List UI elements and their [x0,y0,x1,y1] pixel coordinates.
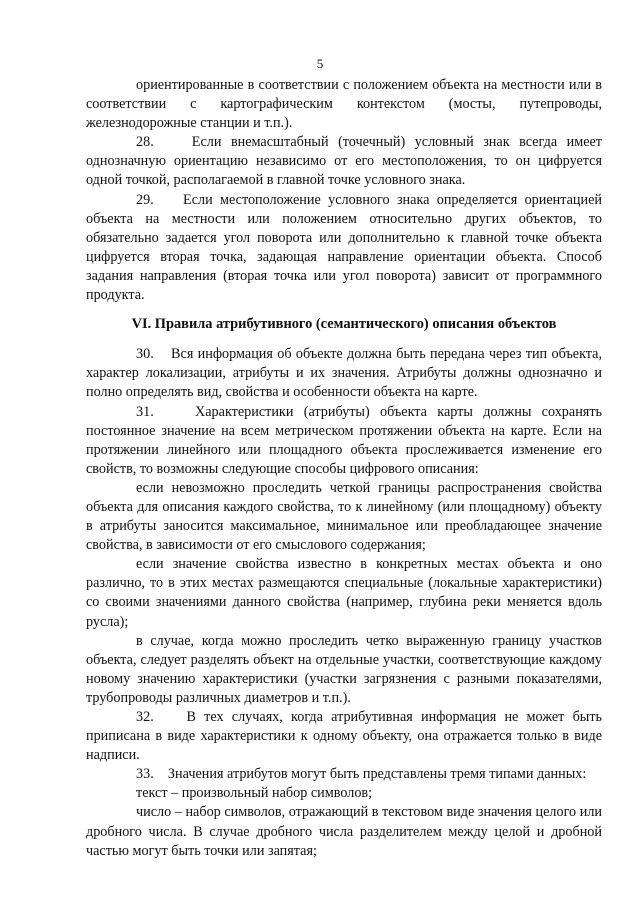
section-heading [86,315,602,334]
paragraph-29: 29. Если местоположение условного знака определяется ориентацией объекта на местности или положением относительно других объектов, то обязательно задается угол поворота или дополнительно к главной точке объекта цифруется вторая точка, задающая направление ориентации объекта. Способ задания направления (вторая точка или угол поворота) зависит от программного продукта. [86,191,602,304]
paragraph-31-option-b: если значение свойства известно в конкретных местах объекта и оно различно, то в этих местах размещаются специальные (локальные характеристики) со своими значениями данного свойства (например, глубина реки меняется вдоль русла); [86,556,602,630]
paragraph-30: 30. Вся информация об объекте должна быть передана через тип объекта, характер локализации, атрибуты и их значения. Атрибуты должны однозначно и полно определять вид, свойства и особенности объекта на карте. [86,346,602,401]
paragraph-31-option-a: если невозможно проследить четкой границы распространения свойства объекта для описания каждого свойства, то к линейному (или площадному) объекту в атрибуты заносится максимальное, минимальное или преобладающее значение свойства, в зависимости от его смыслового содержания; [86,479,602,554]
section-title: Правила атрибутивного (семантического) описания объектов [154,316,557,333]
paragraph-32: 32. В тех случаях, когда атрибутивная информация не может быть приписана в виде характеристики к одному объекту, она отражается только в виде надписи. [86,709,602,764]
paragraph-31-option-c: в случае, когда можно проследить четко выраженную границу участков объекта, следует разделять объект на отдельные участки, соответствующие каждому новому значению характеристики (участки загрязнения с разными показателями, трубопроводы различных диаметров и т.п.). [86,632,602,706]
page-number: 5 [316,56,324,71]
paragraph-continuation: ориентированные в соответствии с положением объекта на местности или в соответствии с картографическим контекстом (мосты, путепроводы, железнодорожные станции и т.п.). [86,77,602,132]
paragraph-33: 33. Значения атрибутов могут быть представлены тремя типами данных: [136,766,587,783]
paragraph-33-text-type: текст – произвольный набор символов; [136,785,373,802]
paragraph-33-number-type: число – набор символов, отражающий в текстовом виде значения целого или дробного числа. В случае дробного числа разделителем между целой и дробной частью могут быть точки или запятая; [86,804,602,859]
paragraph-31: 31. Характеристики (атрибуты) объекта карты должны сохранять постоянное значение на всем метрическом протяжении объекта на карте. Если на протяжении линейного или площадного объекта прослеживается изменение его свойств, то возможны следующие способы цифрового описания: [86,403,602,477]
section-number: VI. [131,316,152,333]
document-body [86,76,602,861]
paragraph-28: 28. Если внемасштабный (точечный) условный знак всегда имеет однозначную ориентацию независимо от его местоположения, то он цифруется одной точкой, располагаемой в главной точке условного знака. [86,134,602,189]
